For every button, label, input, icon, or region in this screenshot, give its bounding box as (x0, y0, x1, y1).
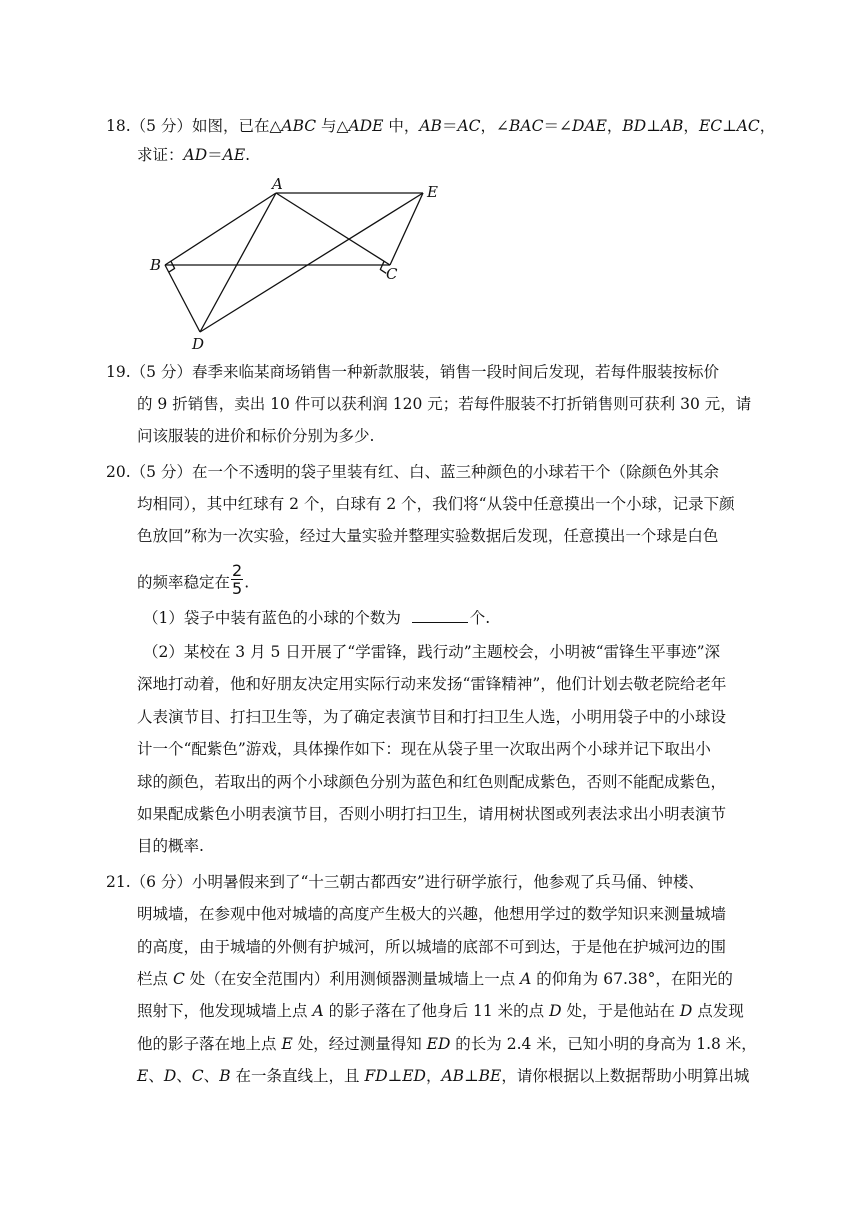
q18-line-2: 求证：AD＝AE. (137, 146, 251, 164)
q21-line-7: E、D、C、B 在一条直线上，且 FD⊥ED，AB⊥BE，请你根据以上数据帮助小明算出城 (137, 1067, 750, 1085)
segment-de (200, 193, 423, 332)
q20-sub2-line-5: 球的颜色，若取出的两个小球颜色分别为蓝色和红色则配成紫色，否则不能配成紫色， (137, 773, 727, 791)
q19-line-1: 19.（5 分）春季来临某商场销售一种新款服装，销售一段时间后发现，若每件服装按标价 (106, 363, 719, 381)
right-angle-mark-b (169, 261, 175, 272)
q21-line-5: 照射下，他发现城墙上点 A 的影子落在了他身后 11 米的点 D 处，于是他站在 D 点发现 (137, 1002, 744, 1020)
q20-sub2-line-1: （2）某校在 3 月 5 日开展了“学雷锋，践行动”主题校会，小明被“雷锋生平事迹”深 (143, 643, 720, 661)
q21-line-1: 21.（6 分）小明暑假来到了“十三朝古都西安”进行研学旅行，他参观了兵马俑、钟楼、 (106, 873, 704, 891)
segment-ad (200, 193, 276, 332)
fraction-two-fifths: $\frac{2}{5}$ (232, 561, 243, 598)
q21-line-2: 明城墙，在参观中他对城墙的高度产生极大的兴趣，他想用学过的数学知识来测量城墙 (137, 905, 727, 923)
q18-line-1: 18.（5 分）如图，已在△ABC 与△ADE 中，AB＝AC，∠BAC＝∠DAE，BD⊥AB，EC⊥AC， (106, 117, 776, 135)
q20-sub1: （1）袋子中装有蓝色的小球的个数为 个. (143, 609, 491, 627)
q19-line-3: 问该服装的进价和标价分别为多少. (137, 427, 375, 445)
segment-ac (276, 193, 390, 265)
point-label-b: B (150, 256, 162, 274)
point-label-e: E (427, 183, 438, 201)
point-label-d: D (192, 335, 205, 352)
q20-sub2-line-6: 如果配成紫色小明表演节目，否则小明打扫卫生，请用树状图或列表法求出小明表演节 (137, 805, 727, 823)
segment-ab (165, 193, 276, 265)
q20-number: 20. (106, 463, 131, 481)
q18-number: 18. (106, 117, 131, 135)
q19-number: 19. (106, 363, 131, 381)
q21-line-3: 的高度，由于城墙的外侧有护城河，所以城墙的底部不可到达，于是他在护城河边的围 (137, 938, 727, 956)
q20-line-1: 20.（5 分）在一个不透明的袋子里装有红、白、蓝三种颜色的小球若干个（除颜色外其余 (106, 463, 719, 481)
q18-geometry-figure (140, 172, 450, 352)
point-label-a: A (272, 175, 283, 193)
segment-bd (165, 265, 200, 332)
q21-number: 21. (106, 873, 131, 891)
q20-sub2-line-3: 人表演节目、打扫卫生等，为了确定表演节目和打扫卫生人选，小明用袋子中的小球设 (137, 708, 727, 726)
q21-line-6: 他的影子落在地上点 E 处，经过测量得知 ED 的长为 2.4 米，已知小明的身高为 1.8 米， (137, 1035, 757, 1053)
q20-line-4: 的频率稳定在 $\frac{2}{5}$ . (137, 561, 250, 598)
q20-line-2: 均相同），其中红球有 2 个，白球有 2 个，我们将“从袋中任意摸出一个小球，记录下颜 (137, 495, 735, 513)
point-label-c: C (386, 265, 398, 283)
q20-sub2-line-7: 目的概率. (137, 837, 204, 855)
q19-line-2: 的 9 折销售，卖出 10 件可以获利润 120 元；若每件服装不打折销售则可获利 30 元，请 (137, 395, 752, 413)
q20-sub2-line-2: 深地打动着，他和好朋友决定用实际行动来发扬“雷锋精神”，他们计划去敬老院给老年 (137, 675, 727, 693)
q20-sub2-line-4: 计一个“配紫色”游戏，具体操作如下：现在从袋子里一次取出两个小球并记下取出小 (137, 740, 711, 758)
q21-line-4: 栏点 C 处（在安全范围内）利用测倾器测量城墙上一点 A 的仰角为 67.38°，在阳光的 (137, 970, 733, 988)
answer-blank (412, 608, 468, 623)
q20-line-3: 色放回”称为一次实验，经过大量实验并整理实验数据后发现，任意摸出一个球是白色 (137, 527, 719, 545)
